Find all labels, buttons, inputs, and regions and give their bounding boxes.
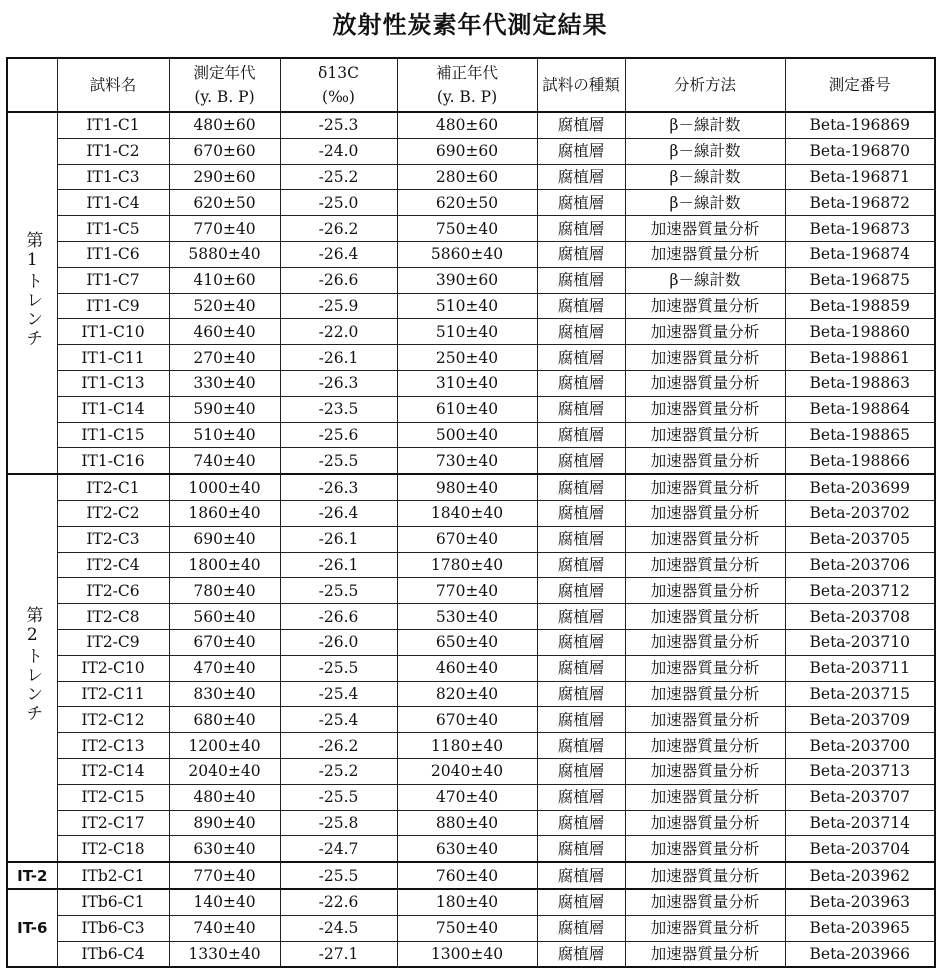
material-cell: 腐植層 — [537, 889, 625, 915]
material-cell: 腐植層 — [537, 629, 625, 655]
table-row — [7, 319, 935, 345]
measured-age-cell: 690±40 — [169, 526, 280, 552]
header-method: 分析方法 — [625, 58, 785, 112]
sample-name-cell: IT2-C8 — [57, 604, 169, 630]
corrected-age-cell: 750±40 — [397, 216, 537, 242]
table-row — [7, 862, 935, 889]
corrected-age-cell: 980±40 — [397, 474, 537, 500]
measurement-id-cell: Beta-203704 — [785, 836, 935, 862]
sample-name-cell: IT2-C1 — [57, 474, 169, 500]
measured-age-cell: 780±40 — [169, 578, 280, 604]
sample-name-cell: IT1-C16 — [57, 448, 169, 474]
sample-name-cell: IT1-C13 — [57, 370, 169, 396]
corrected-age-cell: 820±40 — [397, 681, 537, 707]
material-cell: 腐植層 — [537, 345, 625, 371]
measurement-id-cell: Beta-196872 — [785, 190, 935, 216]
measurement-id-cell: Beta-203715 — [785, 681, 935, 707]
method-cell: 加速器質量分析 — [625, 733, 785, 759]
measured-age-cell: 680±40 — [169, 707, 280, 733]
method-cell: 加速器質量分析 — [625, 810, 785, 836]
delta13c-cell: -25.6 — [280, 422, 397, 448]
table-row — [7, 526, 935, 552]
table-row — [7, 915, 935, 941]
corrected-age-cell: 310±40 — [397, 370, 537, 396]
corrected-age-cell: 690±60 — [397, 138, 537, 164]
sample-name-cell: ITb6-C1 — [57, 889, 169, 915]
corrected-age-cell: 760±40 — [397, 862, 537, 889]
material-cell: 腐植層 — [537, 941, 625, 967]
sample-name-cell: IT1-C2 — [57, 138, 169, 164]
measurement-id-cell: Beta-196873 — [785, 216, 935, 242]
sample-name-cell: IT1-C10 — [57, 319, 169, 345]
measured-age-cell: 1200±40 — [169, 733, 280, 759]
corrected-age-cell: 650±40 — [397, 629, 537, 655]
measured-age-cell: 890±40 — [169, 810, 280, 836]
material-cell: 腐植層 — [537, 526, 625, 552]
material-cell: 腐植層 — [537, 836, 625, 862]
corrected-age-cell: 480±60 — [397, 112, 537, 138]
table-row — [7, 552, 935, 578]
corrected-age-cell: 510±40 — [397, 319, 537, 345]
delta13c-cell: -26.4 — [280, 500, 397, 526]
sample-name-cell: IT2-C18 — [57, 836, 169, 862]
sample-name-cell: IT1-C11 — [57, 345, 169, 371]
measurement-id-cell: Beta-196875 — [785, 267, 935, 293]
sample-name-cell: IT1-C1 — [57, 112, 169, 138]
table-row — [7, 112, 935, 138]
group-label: 第2トレンチ — [22, 606, 43, 724]
table-row — [7, 216, 935, 242]
delta13c-cell: -26.6 — [280, 604, 397, 630]
method-cell: 加速器質量分析 — [625, 578, 785, 604]
group-label-cell — [7, 862, 57, 889]
delta13c-cell: -25.2 — [280, 758, 397, 784]
sample-name-cell: IT1-C14 — [57, 396, 169, 422]
material-cell: 腐植層 — [537, 112, 625, 138]
material-cell: 腐植層 — [537, 810, 625, 836]
material-cell: 腐植層 — [537, 758, 625, 784]
measured-age-cell: 460±40 — [169, 319, 280, 345]
results-table — [6, 57, 936, 968]
method-cell: 加速器質量分析 — [625, 552, 785, 578]
delta13c-cell: -25.5 — [280, 448, 397, 474]
measurement-id-cell: Beta-196871 — [785, 164, 935, 190]
group-label: IT-2 — [17, 866, 48, 885]
method-cell: 加速器質量分析 — [625, 474, 785, 500]
delta13c-cell: -26.2 — [280, 216, 397, 242]
measurement-id-cell: Beta-203702 — [785, 500, 935, 526]
table-row — [7, 836, 935, 862]
group-label-cell — [7, 474, 57, 862]
corrected-age-cell: 610±40 — [397, 396, 537, 422]
measurement-id-cell: Beta-203965 — [785, 915, 935, 941]
table-row — [7, 629, 935, 655]
measured-age-cell: 1330±40 — [169, 941, 280, 967]
sample-name-cell: IT2-C13 — [57, 733, 169, 759]
material-cell: 腐植層 — [537, 370, 625, 396]
material-cell: 腐植層 — [537, 422, 625, 448]
method-cell: 加速器質量分析 — [625, 448, 785, 474]
header-measurement-id: 測定番号 — [785, 58, 935, 112]
delta13c-cell: -22.6 — [280, 889, 397, 915]
table-row — [7, 758, 935, 784]
corrected-age-cell: 770±40 — [397, 578, 537, 604]
measurement-id-cell: Beta-198865 — [785, 422, 935, 448]
sample-name-cell: ITb2-C1 — [57, 862, 169, 889]
header-corrected-age-unit: (y. B. P) — [436, 88, 498, 106]
measurement-id-cell: Beta-203963 — [785, 889, 935, 915]
corrected-age-cell: 510±40 — [397, 293, 537, 319]
header-delta13c-label: δ13C — [318, 64, 359, 82]
material-cell: 腐植層 — [537, 733, 625, 759]
method-cell: 加速器質量分析 — [625, 941, 785, 967]
measured-age-cell: 1860±40 — [169, 500, 280, 526]
corrected-age-cell: 250±40 — [397, 345, 537, 371]
page-title: 放射性炭素年代測定結果 — [332, 11, 608, 39]
corrected-age-cell: 1780±40 — [397, 552, 537, 578]
method-cell: 加速器質量分析 — [625, 889, 785, 915]
sample-name-cell: IT1-C4 — [57, 190, 169, 216]
measurement-id-cell: Beta-203966 — [785, 941, 935, 967]
delta13c-cell: -25.9 — [280, 293, 397, 319]
corrected-age-cell: 670±40 — [397, 707, 537, 733]
measurement-id-cell: Beta-198861 — [785, 345, 935, 371]
material-cell: 腐植層 — [537, 216, 625, 242]
delta13c-cell: -25.3 — [280, 112, 397, 138]
delta13c-cell: -25.5 — [280, 655, 397, 681]
measurement-id-cell: Beta-203709 — [785, 707, 935, 733]
sample-name-cell: IT2-C9 — [57, 629, 169, 655]
table-body — [7, 112, 935, 967]
corrected-age-cell: 880±40 — [397, 810, 537, 836]
sample-name-cell: ITb6-C3 — [57, 915, 169, 941]
method-cell: 加速器質量分析 — [625, 293, 785, 319]
corrected-age-cell: 2040±40 — [397, 758, 537, 784]
corrected-age-cell: 280±60 — [397, 164, 537, 190]
corrected-age-cell: 750±40 — [397, 915, 537, 941]
material-cell: 腐植層 — [537, 707, 625, 733]
table-row — [7, 370, 935, 396]
material-cell: 腐植層 — [537, 552, 625, 578]
method-cell: 加速器質量分析 — [625, 915, 785, 941]
method-cell: 加速器質量分析 — [625, 784, 785, 810]
method-cell: 加速器質量分析 — [625, 241, 785, 267]
sample-name-cell: IT2-C11 — [57, 681, 169, 707]
table-row — [7, 138, 935, 164]
measured-age-cell: 270±40 — [169, 345, 280, 371]
corrected-age-cell: 1300±40 — [397, 941, 537, 967]
measured-age-cell: 2040±40 — [169, 758, 280, 784]
header-row — [7, 58, 935, 112]
method-cell: 加速器質量分析 — [625, 370, 785, 396]
material-cell: 腐植層 — [537, 448, 625, 474]
material-cell: 腐植層 — [537, 604, 625, 630]
group-label: 第1トレンチ — [22, 231, 43, 349]
table-row — [7, 241, 935, 267]
method-cell: 加速器質量分析 — [625, 396, 785, 422]
measurement-id-cell: Beta-203710 — [785, 629, 935, 655]
measured-age-cell: 510±40 — [169, 422, 280, 448]
material-cell: 腐植層 — [537, 396, 625, 422]
method-cell: 加速器質量分析 — [625, 836, 785, 862]
table-row — [7, 681, 935, 707]
table-row — [7, 604, 935, 630]
table-row — [7, 293, 935, 319]
measured-age-cell: 480±60 — [169, 112, 280, 138]
measurement-id-cell: Beta-203713 — [785, 758, 935, 784]
delta13c-cell: -26.6 — [280, 267, 397, 293]
method-cell: β－線計数 — [625, 112, 785, 138]
table-row — [7, 810, 935, 836]
sample-name-cell: IT2-C12 — [57, 707, 169, 733]
method-cell: 加速器質量分析 — [625, 345, 785, 371]
measured-age-cell: 670±60 — [169, 138, 280, 164]
sample-name-cell: IT1-C6 — [57, 241, 169, 267]
method-cell: 加速器質量分析 — [625, 422, 785, 448]
delta13c-cell: -25.8 — [280, 810, 397, 836]
delta13c-cell: -25.4 — [280, 681, 397, 707]
corrected-age-cell: 460±40 — [397, 655, 537, 681]
material-cell: 腐植層 — [537, 500, 625, 526]
table-row — [7, 707, 935, 733]
corrected-age-cell: 180±40 — [397, 889, 537, 915]
method-cell: β－線計数 — [625, 138, 785, 164]
table-row — [7, 345, 935, 371]
corrected-age-cell: 470±40 — [397, 784, 537, 810]
delta13c-cell: -26.1 — [280, 345, 397, 371]
corrected-age-cell: 670±40 — [397, 526, 537, 552]
material-cell: 腐植層 — [537, 655, 625, 681]
sample-name-cell: IT2-C3 — [57, 526, 169, 552]
material-cell: 腐植層 — [537, 164, 625, 190]
delta13c-cell: -26.2 — [280, 733, 397, 759]
corrected-age-cell: 530±40 — [397, 604, 537, 630]
method-cell: 加速器質量分析 — [625, 319, 785, 345]
method-cell: β－線計数 — [625, 190, 785, 216]
delta13c-cell: -23.5 — [280, 396, 397, 422]
corrected-age-cell: 1840±40 — [397, 500, 537, 526]
method-cell: 加速器質量分析 — [625, 681, 785, 707]
header-material: 試料の種類 — [537, 58, 625, 112]
material-cell: 腐植層 — [537, 474, 625, 500]
measurement-id-cell: Beta-203699 — [785, 474, 935, 500]
group-label-cell — [7, 889, 57, 967]
measured-age-cell: 740±40 — [169, 448, 280, 474]
header-corrected-age-label: 補正年代 — [435, 64, 498, 82]
measured-age-cell: 1000±40 — [169, 474, 280, 500]
table-row — [7, 889, 935, 915]
material-cell: 腐植層 — [537, 681, 625, 707]
sample-name-cell: IT2-C17 — [57, 810, 169, 836]
measurement-id-cell: Beta-203706 — [785, 552, 935, 578]
measured-age-cell: 410±60 — [169, 267, 280, 293]
material-cell: 腐植層 — [537, 915, 625, 941]
measured-age-cell: 590±40 — [169, 396, 280, 422]
method-cell: 加速器質量分析 — [625, 526, 785, 552]
measurement-id-cell: Beta-198859 — [785, 293, 935, 319]
sample-name-cell: IT2-C10 — [57, 655, 169, 681]
delta13c-cell: -24.7 — [280, 836, 397, 862]
corrected-age-cell: 630±40 — [397, 836, 537, 862]
delta13c-cell: -26.1 — [280, 552, 397, 578]
method-cell: 加速器質量分析 — [625, 707, 785, 733]
material-cell: 腐植層 — [537, 862, 625, 889]
method-cell: 加速器質量分析 — [625, 862, 785, 889]
measured-age-cell: 470±40 — [169, 655, 280, 681]
sample-name-cell: IT1-C5 — [57, 216, 169, 242]
measured-age-cell: 5880±40 — [169, 241, 280, 267]
material-cell: 腐植層 — [537, 267, 625, 293]
corrected-age-cell: 1180±40 — [397, 733, 537, 759]
measurement-id-cell: Beta-203962 — [785, 862, 935, 889]
material-cell: 腐植層 — [537, 138, 625, 164]
delta13c-cell: -22.0 — [280, 319, 397, 345]
header-measured-age — [169, 58, 280, 112]
measurement-id-cell: Beta-198864 — [785, 396, 935, 422]
table-row — [7, 500, 935, 526]
material-cell: 腐植層 — [537, 784, 625, 810]
group-label-cell — [7, 112, 57, 474]
corrected-age-cell: 730±40 — [397, 448, 537, 474]
measurement-id-cell: Beta-196874 — [785, 241, 935, 267]
group-label: IT-6 — [17, 919, 48, 938]
measurement-id-cell: Beta-198863 — [785, 370, 935, 396]
measured-age-cell: 520±40 — [169, 293, 280, 319]
method-cell: 加速器質量分析 — [625, 758, 785, 784]
delta13c-cell: -25.5 — [280, 862, 397, 889]
delta13c-cell: -25.5 — [280, 578, 397, 604]
delta13c-cell: -26.3 — [280, 370, 397, 396]
table-row — [7, 267, 935, 293]
delta13c-cell: -25.5 — [280, 784, 397, 810]
measured-age-cell: 770±40 — [169, 216, 280, 242]
delta13c-cell: -26.0 — [280, 629, 397, 655]
material-cell: 腐植層 — [537, 319, 625, 345]
header-measured-age-unit: (y. B. P) — [194, 88, 255, 106]
corrected-age-cell: 500±40 — [397, 422, 537, 448]
header-group — [7, 58, 57, 112]
sample-name-cell: IT2-C6 — [57, 578, 169, 604]
sample-name-cell: IT1-C9 — [57, 293, 169, 319]
delta13c-cell: -26.4 — [280, 241, 397, 267]
measured-age-cell: 830±40 — [169, 681, 280, 707]
sample-name-cell: IT1-C15 — [57, 422, 169, 448]
measurement-id-cell: Beta-203700 — [785, 733, 935, 759]
measurement-id-cell: Beta-196869 — [785, 112, 935, 138]
sample-name-cell: IT1-C7 — [57, 267, 169, 293]
sample-name-cell: IT1-C3 — [57, 164, 169, 190]
delta13c-cell: -25.2 — [280, 164, 397, 190]
corrected-age-cell: 5860±40 — [397, 241, 537, 267]
sample-name-cell: IT2-C4 — [57, 552, 169, 578]
measured-age-cell: 770±40 — [169, 862, 280, 889]
table-row — [7, 190, 935, 216]
header-delta13c — [280, 58, 397, 112]
measured-age-cell: 620±50 — [169, 190, 280, 216]
measured-age-cell: 560±40 — [169, 604, 280, 630]
material-cell: 腐植層 — [537, 190, 625, 216]
measured-age-cell: 140±40 — [169, 889, 280, 915]
delta13c-cell: -24.5 — [280, 915, 397, 941]
method-cell: 加速器質量分析 — [625, 216, 785, 242]
sample-name-cell: IT2-C2 — [57, 500, 169, 526]
table-row — [7, 422, 935, 448]
measured-age-cell: 330±40 — [169, 370, 280, 396]
measurement-id-cell: Beta-203707 — [785, 784, 935, 810]
delta13c-cell: -25.0 — [280, 190, 397, 216]
header-corrected-age — [397, 58, 537, 112]
delta13c-cell: -27.1 — [280, 941, 397, 967]
material-cell: 腐植層 — [537, 241, 625, 267]
table-row — [7, 578, 935, 604]
method-cell: β－線計数 — [625, 267, 785, 293]
material-cell: 腐植層 — [537, 578, 625, 604]
measurement-id-cell: Beta-196870 — [785, 138, 935, 164]
table-row — [7, 396, 935, 422]
sample-name-cell: IT2-C15 — [57, 784, 169, 810]
method-cell: 加速器質量分析 — [625, 629, 785, 655]
table-row — [7, 941, 935, 967]
measured-age-cell: 1800±40 — [169, 552, 280, 578]
measurement-id-cell: Beta-203708 — [785, 604, 935, 630]
material-cell: 腐植層 — [537, 293, 625, 319]
measurement-id-cell: Beta-203711 — [785, 655, 935, 681]
corrected-age-cell: 390±60 — [397, 267, 537, 293]
table-row — [7, 164, 935, 190]
measured-age-cell: 290±60 — [169, 164, 280, 190]
delta13c-cell: -26.3 — [280, 474, 397, 500]
method-cell: 加速器質量分析 — [625, 655, 785, 681]
sample-name-cell: IT2-C14 — [57, 758, 169, 784]
header-sample-name: 試料名 — [57, 58, 169, 112]
method-cell: 加速器質量分析 — [625, 604, 785, 630]
table-row — [7, 784, 935, 810]
sample-name-cell: ITb6-C4 — [57, 941, 169, 967]
measurement-id-cell: Beta-203705 — [785, 526, 935, 552]
delta13c-cell: -26.1 — [280, 526, 397, 552]
table-row — [7, 448, 935, 474]
measured-age-cell: 630±40 — [169, 836, 280, 862]
corrected-age-cell: 620±50 — [397, 190, 537, 216]
measurement-id-cell: Beta-198860 — [785, 319, 935, 345]
measured-age-cell: 670±40 — [169, 629, 280, 655]
table-row — [7, 733, 935, 759]
measurement-id-cell: Beta-203714 — [785, 810, 935, 836]
measured-age-cell: 480±40 — [169, 784, 280, 810]
delta13c-cell: -25.4 — [280, 707, 397, 733]
delta13c-cell: -24.0 — [280, 138, 397, 164]
header-measured-age-label: 測定年代 — [193, 64, 256, 82]
measured-age-cell: 740±40 — [169, 915, 280, 941]
table-row — [7, 655, 935, 681]
table-row — [7, 474, 935, 500]
method-cell: β－線計数 — [625, 164, 785, 190]
method-cell: 加速器質量分析 — [625, 500, 785, 526]
measurement-id-cell: Beta-203712 — [785, 578, 935, 604]
measurement-id-cell: Beta-198866 — [785, 448, 935, 474]
header-delta13c-unit: (‰) — [322, 88, 355, 106]
